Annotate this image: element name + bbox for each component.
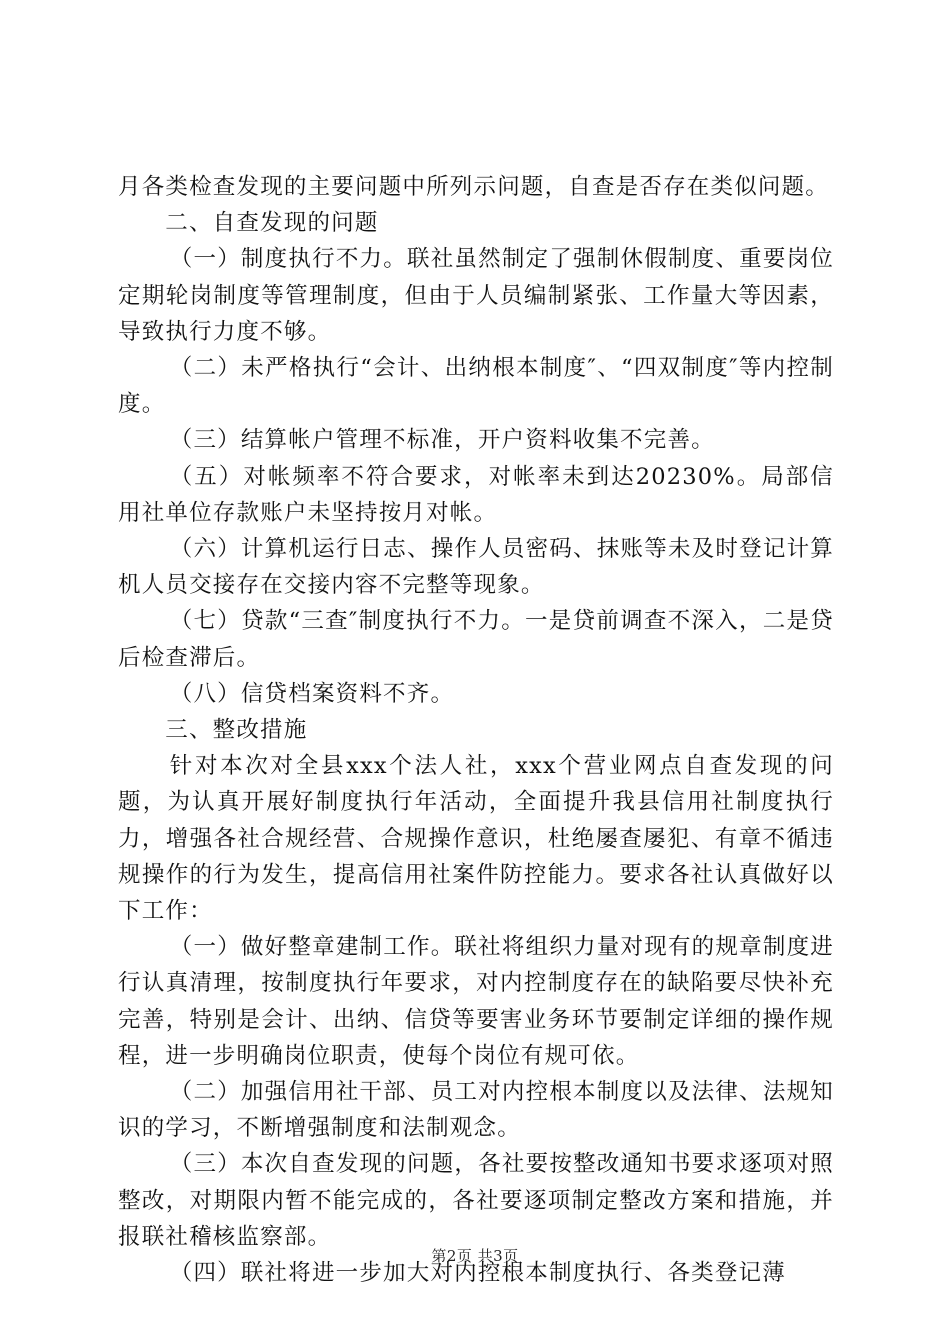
paragraph-problem-8: （八）信贷档案资料不齐。 — [169, 680, 455, 707]
paragraph-measure-2: （二）加强信用社干部、员工对内控根本制度以及法律、法规知识的学习，不断增强制度和法制观念。 — [118, 1079, 834, 1142]
paragraph-continuation: 月各类检查发现的主要问题中所列示问题，自查是否存在类似问题。 — [118, 174, 830, 200]
paragraph-problem-6: （六）计算机运行日志、操作人员密码、抹账等未及时登记计算机人员交接存在交接内容不完整等现象。 — [118, 536, 834, 599]
section-heading-problems: 二、自查发现的问题 — [165, 210, 379, 237]
paragraph-problem-1: （一）制度执行不力。联社虽然制定了强制休假制度、重要岗位定期轮岗制度等管理制度，但由于人员编制紧张、工作量大等因素，导致执行力度不够。 — [118, 246, 834, 345]
paragraph-measure-4: （四）联社将进一步加大对内控根本制度执行、各类登记薄 — [169, 1260, 786, 1287]
paragraph-measure-3: （三）本次自查发现的问题，各社要按整改通知书要求逐项对照整改，对期限内暂不能完成的，各社要逐项制定整改方案和措施，并报联社稽核监察部。 — [118, 1151, 834, 1250]
paragraph-problem-7: （七）贷款“三查″制度执行不力。一是贷前调查不深入，二是贷后检查滞后。 — [118, 608, 834, 671]
page-footer — [0, 1245, 950, 1266]
paragraph-problem-3: （三）结算帐户管理不标准，开户资料收集不完善。 — [169, 427, 715, 454]
paragraph-problem-5: （五）对帐频率不符合要求，对帐率未到达20230%。局部信用社单位存款账户未坚持按月对帐。 — [118, 463, 834, 526]
paragraph-measures-intro: 针对本次对全县xxx个法人社，xxx个营业网点自查发现的问题，为认真开展好制度执行年活动，全面提升我县信用社制度执行力，增强各社合规经营、合规操作意识，杜绝屡查屡犯、有章不循违规操作的行为发生，提高信用社案件防控能力。要求各社认真做好以下工作： — [118, 753, 834, 925]
document-body — [118, 169, 834, 1291]
page-number: 第2页 共3页 — [431, 1247, 519, 1265]
paragraph-measure-1: （一）做好整章建制工作。联社将组织力量对现有的规章制度进行认真清理，按制度执行年要求，对内控制度存在的缺陷要尽快补充完善，特别是会计、出纳、信贷等要害业务环节要制定详细的操作规程，进一步明确岗位职责，使每个岗位有规可依。 — [118, 934, 834, 1069]
section-heading-measures: 三、整改措施 — [165, 717, 308, 744]
paragraph-problem-2: （二）未严格执行“会计、出纳根本制度″、“四双制度″等内控制度。 — [118, 355, 834, 418]
